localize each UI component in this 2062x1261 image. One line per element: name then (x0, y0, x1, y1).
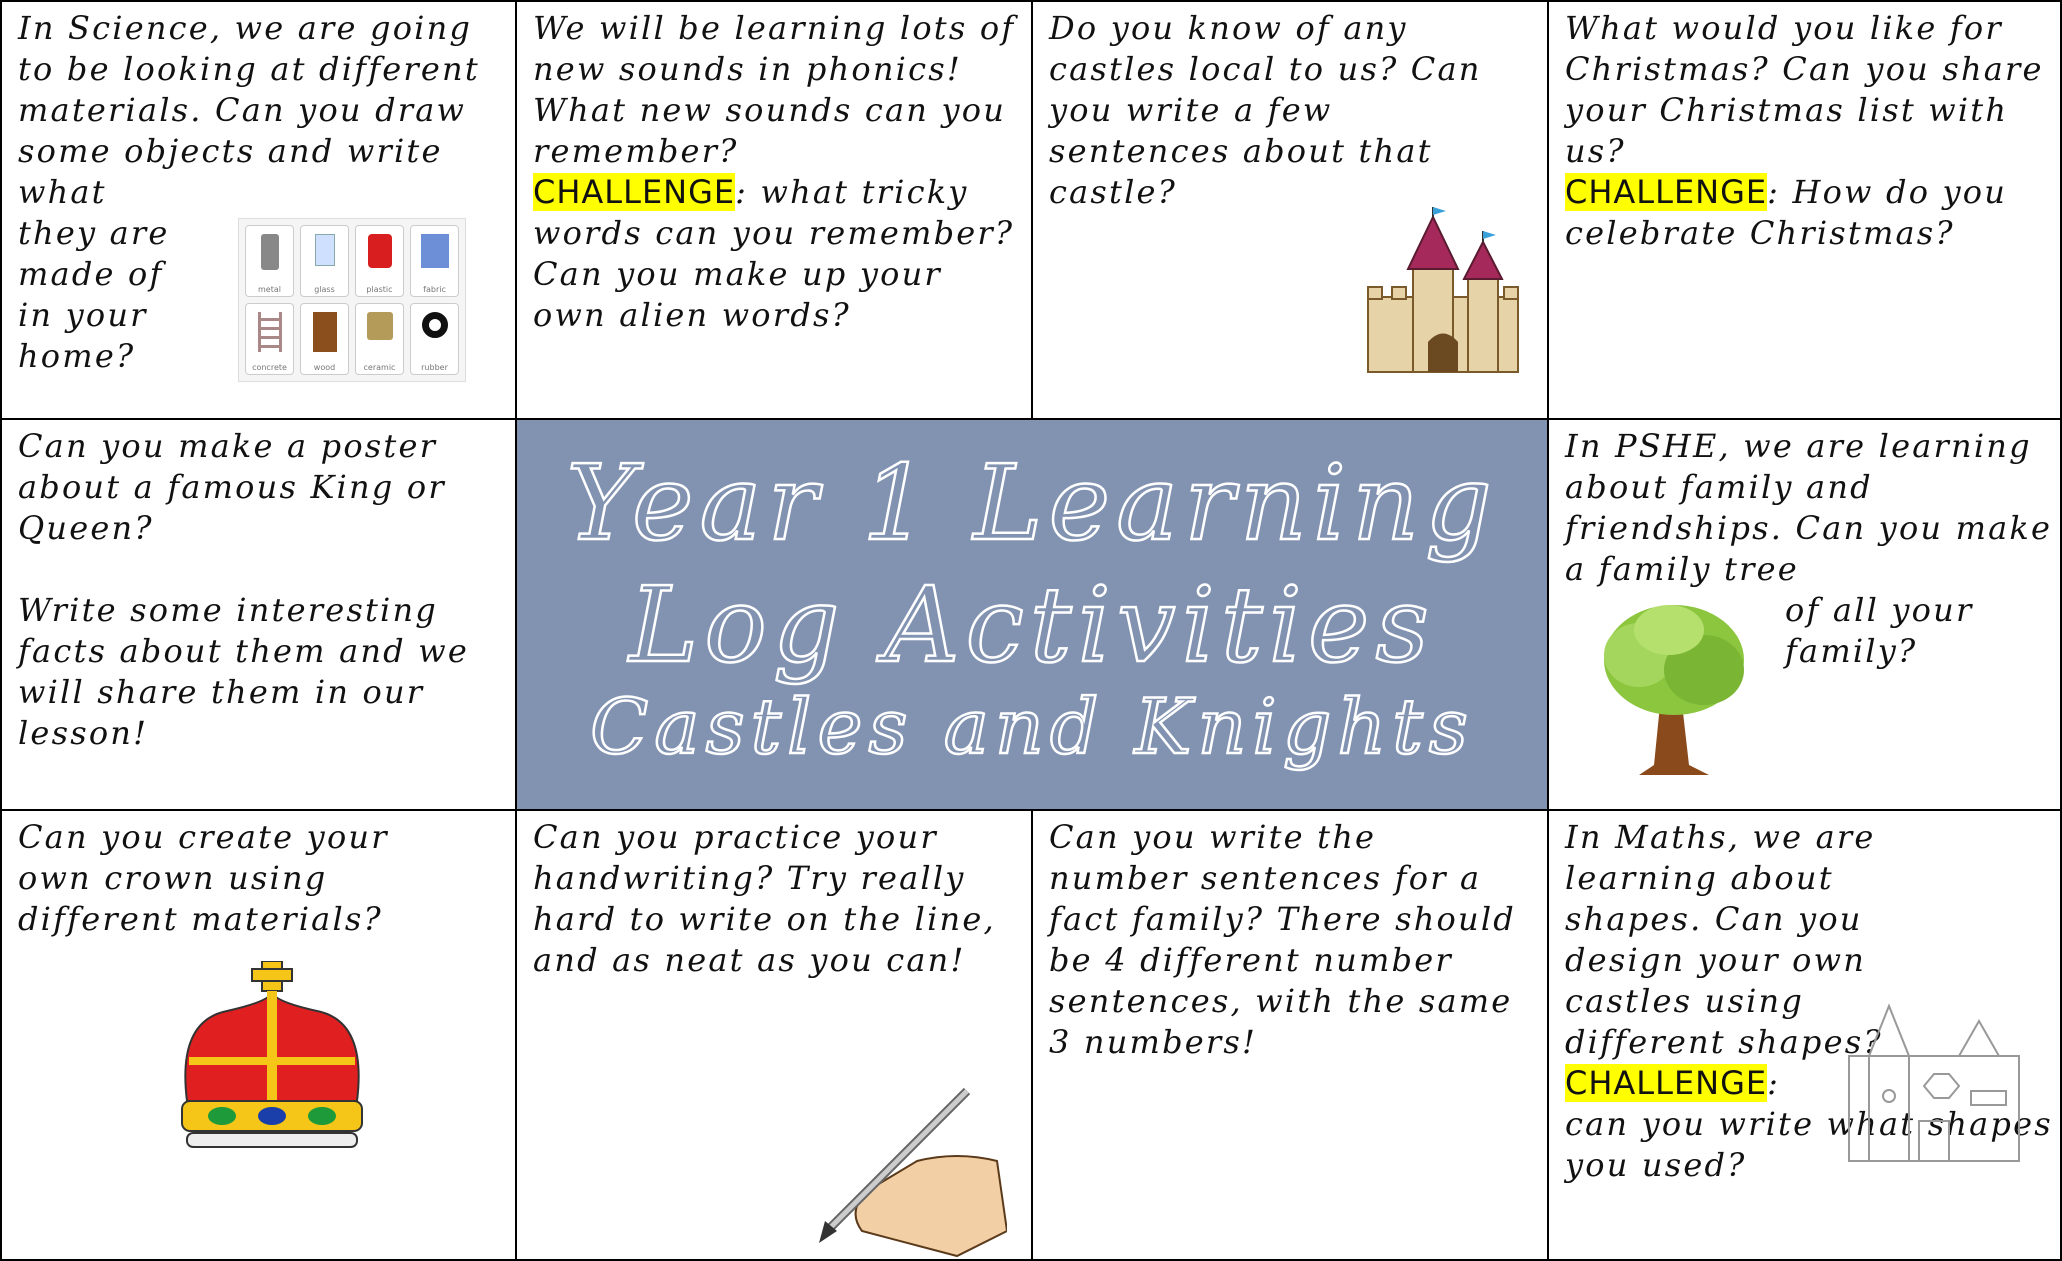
fact-family-text-main: Can you write the number sentences for a fact family? There should be 4 different number sentences, with the same 3 numbers! (1049, 818, 1516, 1061)
cell-pshe (1547, 418, 2062, 811)
cell-phonics (515, 0, 1033, 420)
challenge-label: CHALLENGE (1565, 1064, 1768, 1102)
fact-family-text (1033, 811, 1519, 1063)
crown-text (2, 811, 458, 940)
pshe-text-rest: of all your family? (1785, 591, 1974, 670)
cell-king-queen (0, 418, 517, 811)
cell-handwriting (515, 809, 1033, 1261)
phonics-text (517, 2, 1023, 336)
king-queen-text-facts: Write some interesting facts about them and we will share them in our lesson! (18, 591, 469, 752)
material-rubber: rubber (410, 303, 459, 375)
shapes-text-rest: can you write what shapes you used? (1565, 1105, 2053, 1184)
material-ceramic: ceramic (355, 303, 404, 375)
material-wood: wood (300, 303, 349, 375)
shape-castle-icon (1839, 996, 2029, 1166)
science-text-rest: they are made of in your home? (18, 214, 170, 375)
cell-fact-family (1031, 809, 1549, 1261)
crown-text-main: Can you create your own crown using different materials? (18, 818, 389, 938)
material-plastic: plastic (355, 225, 404, 297)
shapes-text-main: In Maths, we are learning about shapes. Can you design your own castles using different shapes? (1565, 818, 1883, 1061)
christmas-text-main: What would you like for Christmas? Can you share your Christmas list with us? (1565, 9, 2044, 170)
king-queen-text (2, 420, 508, 754)
king-queen-text-main: Can you make a poster about a famous King or Queen? (18, 427, 446, 547)
castles-text (1033, 2, 1519, 213)
castles-text-main: Do you know of any castles local to us? Can you write a few sentences about that castle? (1049, 9, 1482, 211)
material-fabric: fabric (410, 225, 459, 297)
tree-icon (1589, 600, 1759, 780)
title-line-2: Log Activities (629, 564, 1435, 686)
material-concrete: concrete (245, 303, 294, 375)
materials-chart (238, 218, 466, 382)
challenge-label: CHALLENGE (533, 173, 736, 211)
crown-icon (167, 961, 377, 1161)
cell-crown (0, 809, 517, 1261)
science-text-main: In Science, we are going to be looking at different materials. Can you draw some objects and write what (18, 9, 480, 211)
material-metal: metal (245, 225, 294, 297)
cell-shapes (1547, 809, 2062, 1261)
pshe-text-main: In PSHE, we are learning about family and friendships. Can you make a family tree (1565, 427, 2053, 588)
castle-icon (1358, 207, 1528, 377)
christmas-text (1549, 2, 2055, 254)
title-line-1: Year 1 Learning (566, 442, 1498, 564)
challenge-label: CHALLENGE (1565, 173, 1768, 211)
cell-science (0, 0, 517, 420)
cell-castles (1031, 0, 1549, 420)
pencil-hand-icon (807, 1081, 1007, 1261)
handwriting-text-main: Can you practice your handwriting? Try really hard to write on the line, and as neat as you can! (533, 818, 996, 979)
christmas-challenge-text: : How do you celebrate Christmas? (1565, 173, 2008, 252)
phonics-challenge-text: : what tricky words can you remember? Can you make up your own alien words? (533, 173, 1015, 334)
phonics-text-main: We will be learning lots of new sounds in phonics! What new sounds can you remember? (533, 9, 1016, 170)
shapes-challenge-colon: : (1767, 1064, 1781, 1102)
title-panel (515, 418, 1549, 811)
cell-christmas (1547, 0, 2062, 420)
title-line-3: Castles and Knights (590, 682, 1474, 771)
handwriting-text (517, 811, 1023, 981)
material-glass: glass (300, 225, 349, 297)
